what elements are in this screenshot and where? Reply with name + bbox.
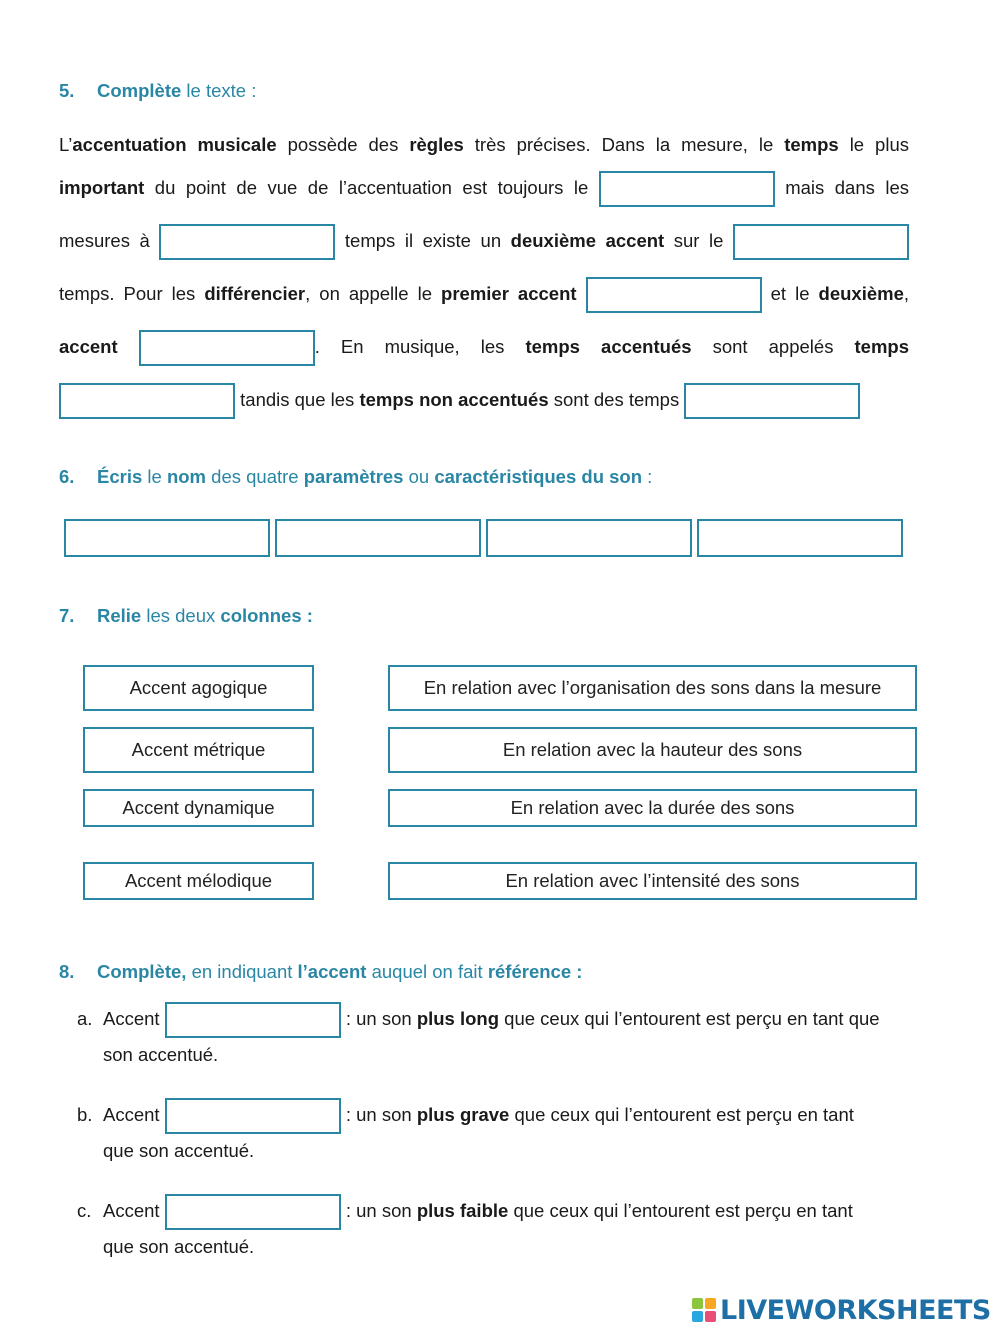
left-column-item-1[interactable]: Accent agogique bbox=[83, 665, 314, 711]
sound-parameter-input-4[interactable] bbox=[697, 519, 903, 557]
q5-line-3: mesures à temps il existe un deuxième accent sur le bbox=[59, 224, 909, 260]
q8-title: 8. Complète, en indiquant l’accent auquel on fait référence : bbox=[59, 961, 583, 982]
right-column-item-2[interactable]: En relation avec la hauteur des sons bbox=[388, 727, 917, 773]
q5-line-1: L’accentuation musicale possède des règles très précises. Dans la mesure, le temps le plus bbox=[59, 134, 909, 155]
accent-answer-a[interactable] bbox=[165, 1002, 341, 1038]
answer-blank-1[interactable] bbox=[599, 171, 775, 207]
answer-blank-2[interactable] bbox=[159, 224, 335, 260]
q7-title: 7. Relie les deux colonnes : bbox=[59, 605, 313, 626]
right-column-item-3[interactable]: En relation avec la durée des sons bbox=[388, 789, 917, 827]
answer-blank-7[interactable] bbox=[684, 383, 860, 419]
liveworksheets-brand: LIVEWORKSHEETS bbox=[720, 1294, 991, 1326]
answer-blank-4[interactable] bbox=[586, 277, 762, 313]
sound-parameter-input-1[interactable] bbox=[64, 519, 270, 557]
left-column-item-2[interactable]: Accent métrique bbox=[83, 727, 314, 773]
liveworksheets-logo[interactable] bbox=[692, 1292, 991, 1328]
sound-parameter-input-2[interactable] bbox=[275, 519, 481, 557]
left-column-item-4[interactable]: Accent mélodique bbox=[83, 862, 314, 900]
q5-title: 5. Complète le texte : bbox=[59, 80, 257, 101]
right-column-item-4[interactable]: En relation avec l’intensité des sons bbox=[388, 862, 917, 900]
accent-answer-c[interactable] bbox=[165, 1194, 341, 1230]
left-column-item-3[interactable]: Accent dynamique bbox=[83, 789, 314, 827]
q8-item-a: a. Accent : un son plus long que ceux qui l’entourent est perçu en tant que son accentué. bbox=[77, 1002, 917, 1072]
q8-item-b: b. Accent : un son plus grave que ceux qui l’entourent est perçu en tant que son accentué. bbox=[77, 1098, 917, 1168]
q6-title: 6. Écris le nom des quatre paramètres ou caractéristiques du son : bbox=[59, 466, 653, 487]
q8-item-c: c. Accent : un son plus faible que ceux qui l’entourent est perçu en tant que son accentué. bbox=[77, 1194, 917, 1264]
q5-line-4: temps. Pour les différencier, on appelle le premier accent et le deuxième, bbox=[59, 277, 909, 313]
answer-blank-6[interactable] bbox=[59, 383, 235, 419]
accent-answer-b[interactable] bbox=[165, 1098, 341, 1134]
answer-blank-5[interactable] bbox=[139, 330, 315, 366]
q5-line-2: important du point de vue de l’accentuation est toujours le mais dans les bbox=[59, 171, 909, 207]
right-column-item-1[interactable]: En relation avec l’organisation des sons dans la mesure bbox=[388, 665, 917, 711]
answer-blank-3[interactable] bbox=[733, 224, 909, 260]
q5-line-5: accent . En musique, les temps accentués sont appelés temps bbox=[59, 330, 909, 366]
liveworksheets-logo-icon bbox=[692, 1298, 716, 1322]
q5-line-6: tandis que les temps non accentués sont des temps bbox=[59, 383, 909, 419]
sound-parameter-input-3[interactable] bbox=[486, 519, 692, 557]
